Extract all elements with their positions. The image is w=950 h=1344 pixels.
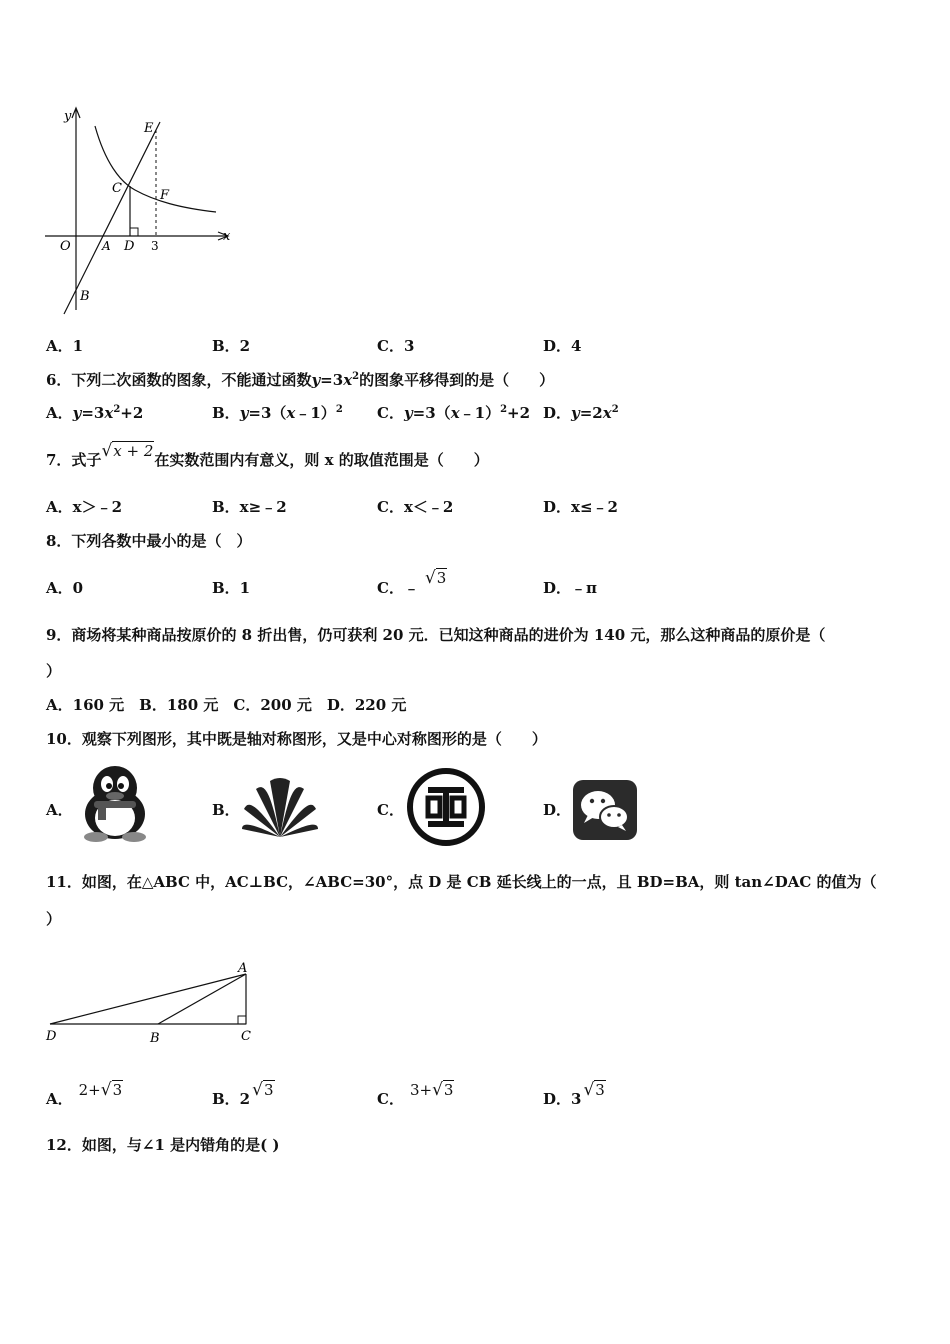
q5-label-a: A xyxy=(102,239,111,253)
q8-option-d: D．﹣π xyxy=(543,579,597,597)
q5-option-a: A．1 xyxy=(46,337,84,355)
fan-logo-icon xyxy=(240,775,320,839)
q5-label-3: 3 xyxy=(151,239,159,253)
q10-label-d: D． xyxy=(543,801,572,819)
q11-option-d: D．3 √3 xyxy=(543,1080,605,1108)
q5-option-c: C．3 xyxy=(377,337,415,355)
q11-option-c: C． 3+√3 xyxy=(377,1080,454,1108)
q5-graph-figure xyxy=(40,100,240,315)
q5-option-b: B．2 xyxy=(212,337,251,355)
q9-options: A．160 元 B．180 元 C．200 元 D．220 元 xyxy=(46,696,407,714)
q6-option-d: D．$y=2x^2$ xyxy=(543,404,619,422)
q6-stem: 6．下列二次函数的图象，不能通过函数$y=3x^2$的图象平移得到的是（ ） xyxy=(46,371,555,389)
q5-label-f: F xyxy=(160,188,170,203)
q11-label-b: B xyxy=(150,1031,160,1046)
q5-label-e: E xyxy=(144,121,154,136)
q10-label-a: A． xyxy=(46,801,73,819)
q8-option-a: A．0 xyxy=(46,579,84,597)
q5-label-x: x xyxy=(223,229,231,244)
q7-stem: 7．式子√x + 2在实数范围内有意义，则 x 的取值范围是（ ） xyxy=(46,441,489,469)
penguin-icon xyxy=(76,762,154,842)
q5-label-b: B xyxy=(80,289,90,304)
q11-stem-line2: ） xyxy=(46,910,62,928)
q5-label-d: D xyxy=(124,239,135,254)
q10-stem: 10．观察下列图形，其中既是轴对称图形，又是中心对称图形的是（ ） xyxy=(46,730,547,748)
q8-option-c: C．﹣ √3 xyxy=(377,568,447,597)
q5-label-y: y xyxy=(64,109,72,124)
q7-option-d: D．x≤﹣2 xyxy=(543,498,618,516)
q8-stem: 8．下列各数中最小的是（ ） xyxy=(46,532,252,550)
q8-option-b: B．1 xyxy=(212,579,251,597)
q9-stem-line1: 9．商场将某种商品按原价的 8 折出售，仍可获利 20 元．已知这种商品的进价为 140 元，那么这种商品的原价是（ xyxy=(46,626,826,644)
q11-option-b: B．2 √3 xyxy=(212,1080,274,1108)
q10-label-c: C． xyxy=(377,801,404,819)
chat-app-logo-icon xyxy=(572,779,638,841)
q7-option-a: A．x＞﹣2 xyxy=(46,498,123,516)
q10-label-b: B． xyxy=(212,801,240,819)
q9-stem-line2: ） xyxy=(46,662,62,680)
q7-sqrt: √x + 2 xyxy=(101,441,154,461)
q6-option-c: C．y=3（x﹣1）$^2$+2 xyxy=(377,404,531,422)
q11-triangle-figure xyxy=(40,958,270,1050)
q11-label-d: D xyxy=(46,1029,57,1044)
q12-stem: 12．如图，与∠1 是内错角的是( ) xyxy=(46,1136,280,1154)
q7-option-b: B．x≥﹣2 xyxy=(212,498,287,516)
q11-label-a: A xyxy=(238,961,248,976)
q5-label-c: C xyxy=(112,181,122,196)
q7-option-c: C．x＜﹣2 xyxy=(377,498,454,516)
q6-option-b: B．y=3（x﹣1）$^2$ xyxy=(212,404,343,422)
q6-option-a: A．$y=3x^2+2$ xyxy=(46,404,144,422)
q11-label-c: C xyxy=(241,1029,251,1044)
q11-option-a: A． 2+√3 xyxy=(46,1080,123,1108)
q11-stem-line1: 11．如图，在△ABC 中，AC⊥BC，∠ABC=30°，点 D 是 CB 延长线上的一点，且 BD=BA，则 tan∠DAC 的值为（ xyxy=(46,873,877,891)
q5-label-o: O xyxy=(60,239,71,254)
q5-option-d: D．4 xyxy=(543,337,582,355)
bank-coin-logo-icon xyxy=(406,767,486,847)
